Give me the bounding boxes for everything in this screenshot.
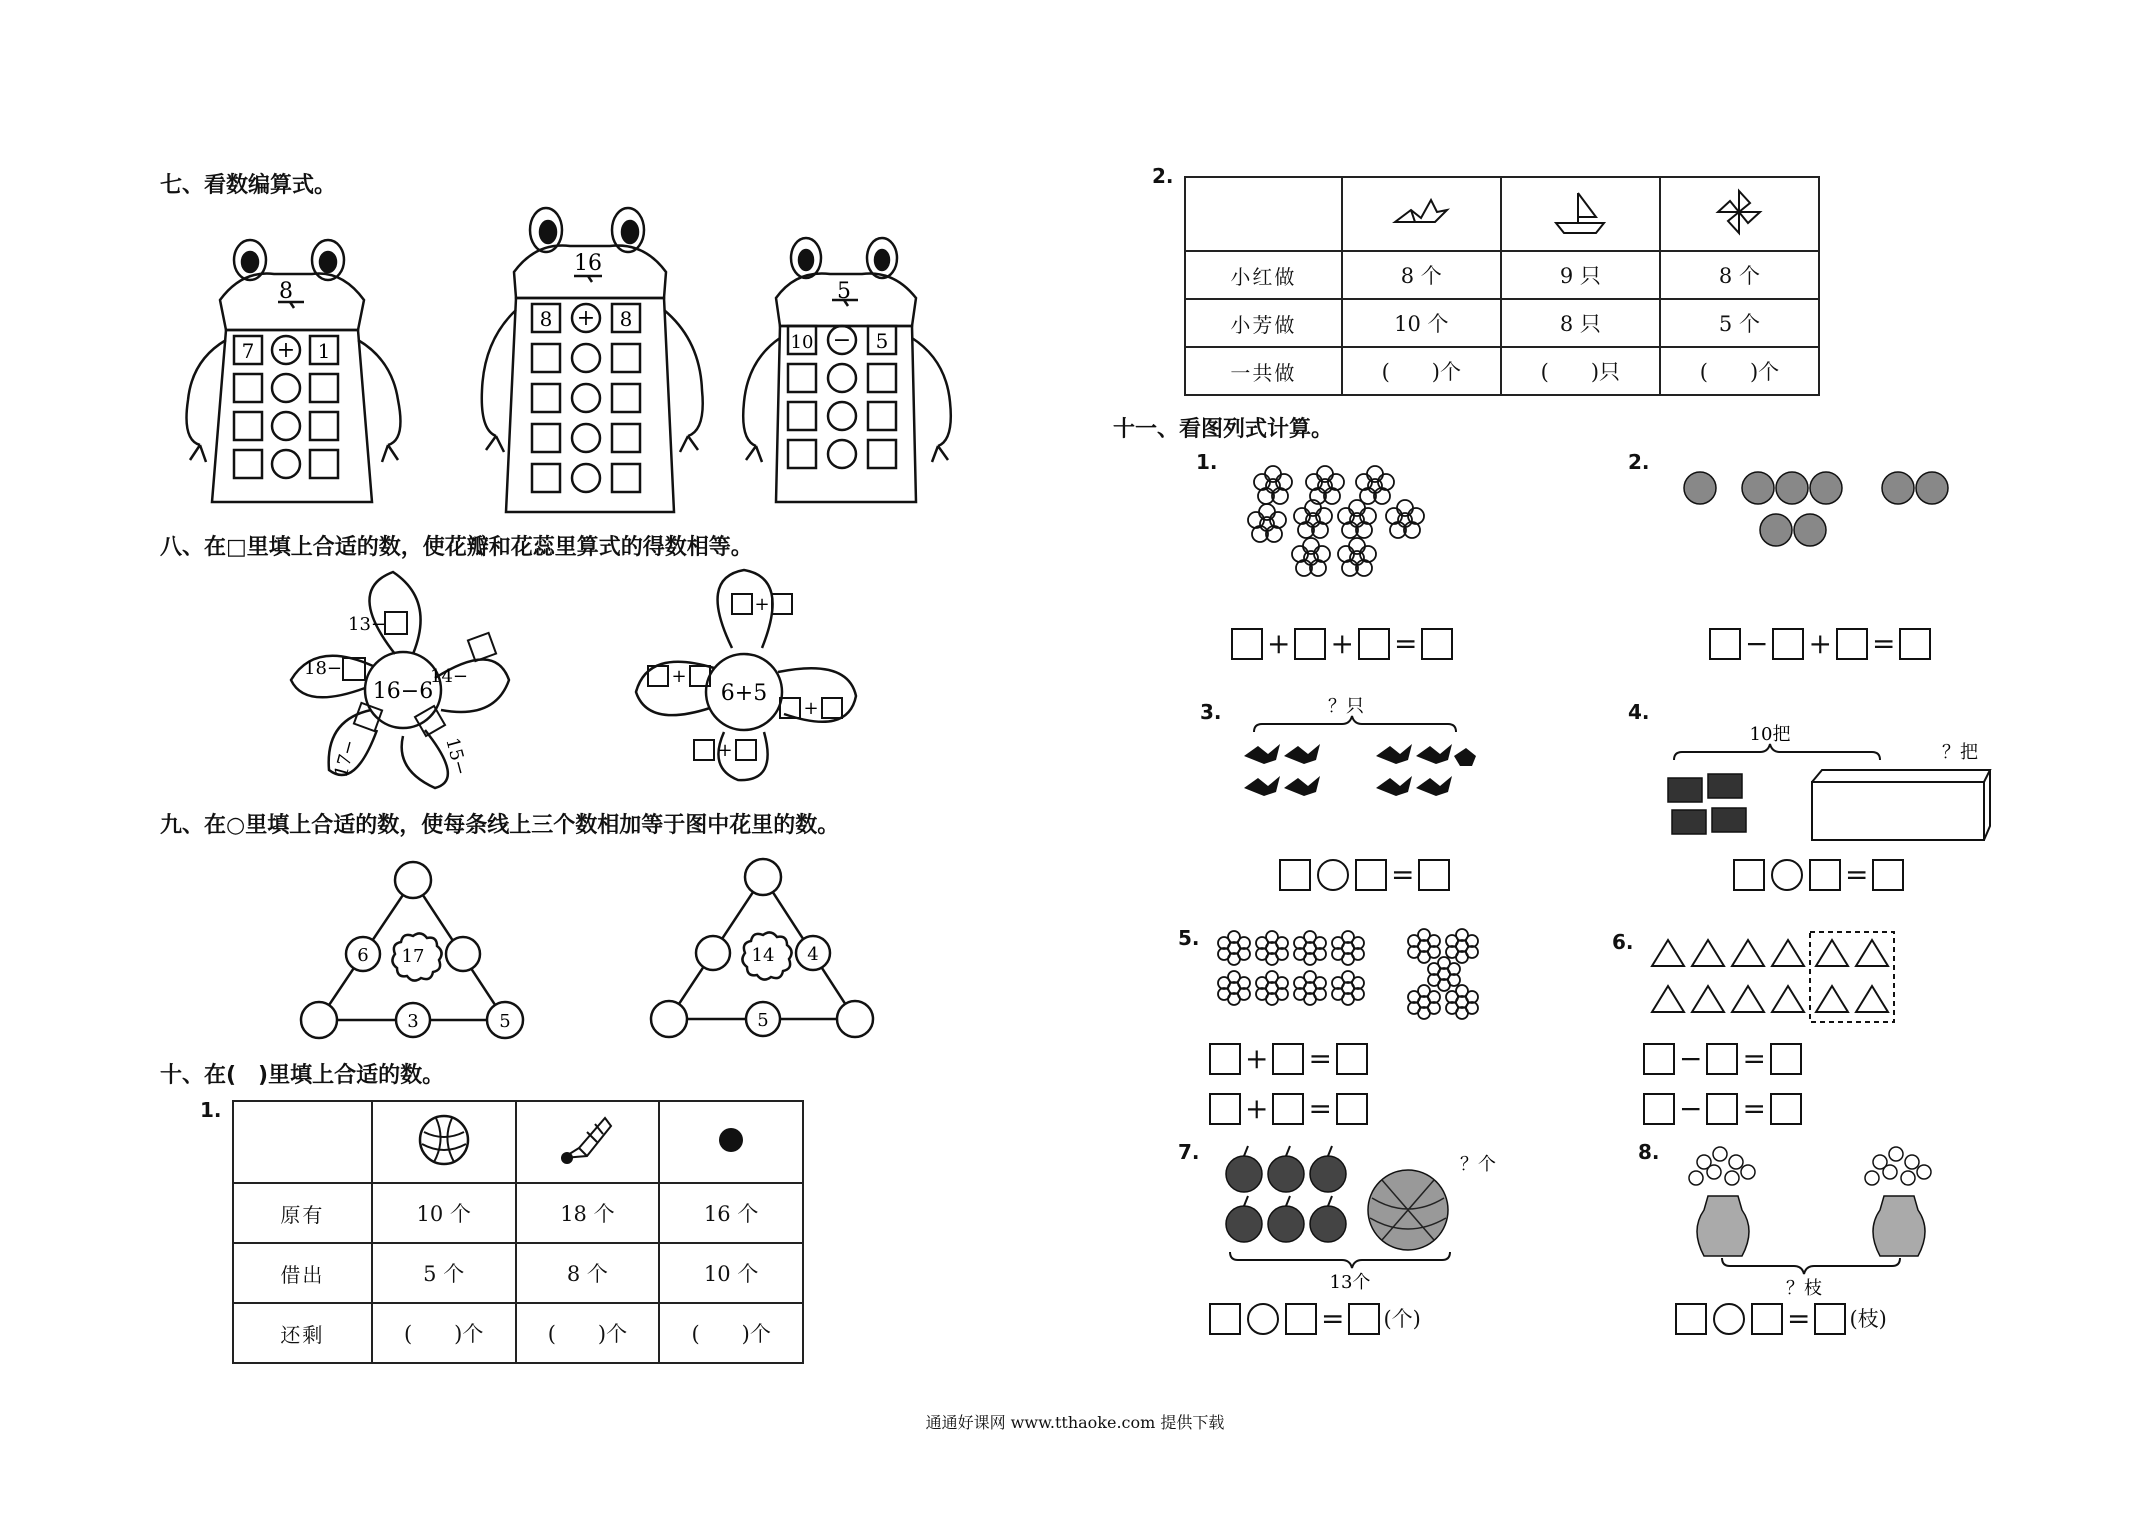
answer-box[interactable] [1675,1303,1707,1335]
problem-4-equation: = [1730,856,1907,893]
answer-box[interactable] [1209,1303,1241,1335]
frog-2-left: 8 [539,307,553,331]
frog-2 [478,200,718,520]
frog-3-op: − [832,328,852,353]
svg-text:+: + [717,740,733,761]
table-1 [232,1100,804,1364]
table-2-row-head: 一共做 [1185,347,1342,395]
problem-7-question: ？个 [1460,1154,1496,1175]
answer-box[interactable] [1231,628,1263,660]
flower-1-petal-e: 15− [441,735,472,778]
answer-box[interactable] [1814,1303,1846,1335]
frog-3-number: 5 [837,279,851,304]
problem-7-equation: = (个) [1206,1300,1421,1337]
triangle-1-left-mid: 6 [357,945,369,966]
answer-box[interactable] [1348,1303,1380,1335]
answer-box[interactable] [1209,1093,1241,1125]
flower-1-petal-b: 14− [430,666,468,687]
answer-box[interactable] [1272,1093,1304,1125]
answer-box[interactable] [1336,1093,1368,1125]
table-1-row-head: 还剩 [233,1303,372,1363]
flower-1 [285,570,525,790]
answer-box[interactable] [1770,1043,1802,1075]
answer-box[interactable] [1706,1093,1738,1125]
birds-picture [1240,690,1480,818]
table-1-cell: 18 个 [516,1183,660,1243]
problem-4-question: ？把 [1942,742,1978,763]
answer-box[interactable] [1358,628,1390,660]
triangle-2-right-mid: 4 [807,944,819,965]
table-2-row-head: 小红做 [1185,251,1342,299]
answer-box[interactable] [1836,628,1868,660]
operator-circle[interactable] [1713,1303,1745,1335]
problem-8-total: ？枝 [1786,1278,1822,1299]
answer-box[interactable] [1872,859,1904,891]
frog-2-number: 16 [574,251,602,276]
operator-circle[interactable] [1247,1303,1279,1335]
table-1-cell: 8 个 [516,1243,660,1303]
answer-box[interactable] [1643,1043,1675,1075]
table-1-row-head: 原有 [233,1183,372,1243]
problem-6-label: 6. [1612,930,1634,954]
scissors-box-picture [1660,722,2000,846]
table-1-answer-cell[interactable]: ( )个 [659,1303,803,1363]
problem-6-equation-b: − = [1640,1090,1805,1127]
table-2-row-head: 小芳做 [1185,299,1342,347]
triangle-1-flower: 17 [401,946,425,967]
table-2-label: 2. [1152,164,1174,188]
frog-2-op: + [576,306,596,331]
flower-2 [628,568,868,783]
answer-box[interactable] [1733,859,1765,891]
vases-picture [1674,1140,1944,1300]
paper-boat-icon [1501,177,1660,251]
problem-5-equation-b: + = [1206,1090,1371,1127]
table-2-answer-cell[interactable]: ( )个 [1342,347,1501,395]
problem-3-equation: = [1276,856,1453,893]
svg-text:+: + [671,666,687,687]
problem-8-unit: (枝) [1849,1307,1887,1331]
operator-circle[interactable] [1771,859,1803,891]
answer-box[interactable] [1279,859,1311,891]
table-1-answer-cell[interactable]: ( )个 [516,1303,660,1363]
problem-3-label: 3. [1200,700,1222,724]
answer-box[interactable] [1770,1093,1802,1125]
problem-1-equation: + + = [1228,625,1456,662]
table-2-answer-cell[interactable]: ( )只 [1501,347,1660,395]
problem-7-unit: (个) [1383,1307,1421,1331]
frog-1 [182,230,412,505]
svg-text:+: + [803,698,819,719]
answer-box[interactable] [1294,628,1326,660]
frog-1-left: 7 [241,339,255,363]
problem-4-label: 4. [1628,700,1650,724]
answer-box[interactable] [1751,1303,1783,1335]
problem-5-label: 5. [1178,926,1200,950]
problem-1-label: 1. [1196,450,1218,474]
volleyball-icon [372,1101,516,1183]
operator-circle[interactable] [1317,859,1349,891]
problem-2-equation: − + = [1706,625,1934,662]
table-1-cell: 16 个 [659,1183,803,1243]
answer-box[interactable] [1421,628,1453,660]
answer-box[interactable] [1285,1303,1317,1335]
frog-3 [740,230,960,505]
ball-icon [659,1101,803,1183]
triangles-picture [1648,930,1898,1030]
answer-box[interactable] [1336,1043,1368,1075]
table-1-label: 1. [200,1098,222,1122]
triangle-2 [645,845,885,1040]
frog-1-number: 8 [279,279,293,304]
problem-8-equation: = (枝) [1672,1300,1887,1337]
section-7-title: 七、看数编算式。 [160,173,337,198]
shuttlecock-icon [516,1101,660,1183]
table-2-cell: 5 个 [1660,299,1819,347]
flower-1-petal-c: 18− [304,658,342,679]
section-10-title: 十、在( )里填上合适的数。 [160,1063,445,1088]
flower-2-center: 6+5 [720,681,768,706]
section-9-title: 九、在○里填上合适的数，使每条线上三个数相加等于图中花里的数。 [160,813,840,838]
svg-text:+: + [754,594,770,615]
table-2-cell: 9 只 [1501,251,1660,299]
frog-3-left: 10 [790,332,814,353]
answer-box[interactable] [1418,859,1450,891]
problem-8-label: 8. [1638,1140,1660,1164]
table-2 [1184,176,1820,396]
problem-5-equation-a: + = [1206,1040,1371,1077]
answer-box[interactable] [1709,628,1741,660]
flower-1-petal-a: 13− [348,614,386,635]
triangle-2-flower: 14 [751,945,775,966]
frog-1-op: + [276,338,296,363]
problem-7-total: 13个 [1329,1272,1371,1290]
triangle-1 [295,850,535,1040]
problem-2-label: 2. [1628,450,1650,474]
answer-box[interactable] [1809,859,1841,891]
flower-1-center: 16−6 [372,679,434,704]
answer-box[interactable] [1706,1043,1738,1075]
tomatoes-picture [1680,468,1970,558]
answer-box[interactable] [1272,1043,1304,1075]
table-2-cell: 8 个 [1660,251,1819,299]
table-2-cell: 8 个 [1342,251,1501,299]
frog-3-right: 5 [875,329,889,353]
table-1-cell: 10 个 [372,1183,516,1243]
answer-box[interactable] [1643,1093,1675,1125]
footer-credit: 通通好课网 www.tthaoke.com 提供下载 [925,1413,1225,1432]
flowers-picture [1245,462,1445,582]
problem-7-label: 7. [1178,1140,1200,1164]
flower-1-petal-d: 17− [330,737,361,780]
table-2-answer-cell[interactable]: ( )个 [1660,347,1819,395]
table-1-answer-cell[interactable]: ( )个 [372,1303,516,1363]
apples-basket-picture [1222,1140,1522,1290]
table-1-cell: 5 个 [372,1243,516,1303]
answer-box[interactable] [1355,859,1387,891]
flower-rings-picture [1214,926,1514,1026]
table-1-cell: 10 个 [659,1243,803,1303]
pinwheel-icon [1660,177,1819,251]
answer-box[interactable] [1209,1043,1241,1075]
section-8-title: 八、在□里填上合适的数，使花瓣和花蕊里算式的得数相等。 [160,535,753,560]
table-2-cell: 8 只 [1501,299,1660,347]
triangle-1-bottom-right: 5 [499,1011,511,1032]
problem-6-equation-a: − = [1640,1040,1805,1077]
problem-4-brace-label: 10把 [1749,724,1791,745]
table-1-row-head: 借出 [233,1243,372,1303]
frog-2-right: 8 [619,307,633,331]
problem-3-brace-label: ？只 [1328,696,1364,717]
answer-box[interactable] [1772,628,1804,660]
triangle-1-bottom-mid: 3 [407,1011,419,1032]
section-11-title: 十一、看图列式计算。 [1113,417,1334,442]
answer-box[interactable] [1899,628,1931,660]
frog-1-right: 1 [317,339,331,363]
paper-crane-icon [1342,177,1501,251]
triangle-2-bottom-mid: 5 [757,1010,769,1031]
table-2-cell: 10 个 [1342,299,1501,347]
